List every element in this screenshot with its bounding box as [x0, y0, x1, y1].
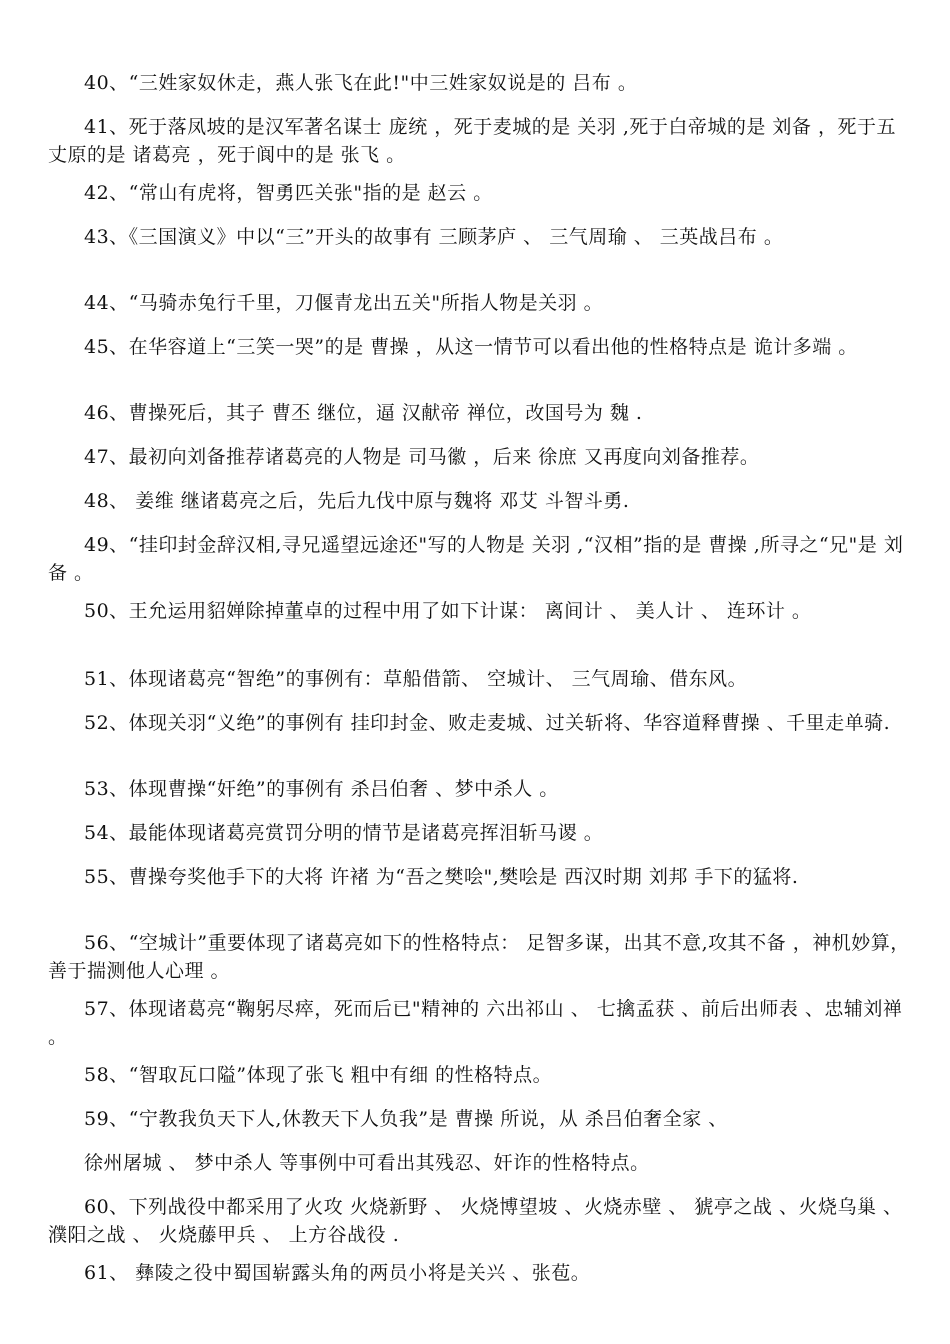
question-52: 52、体现关羽“义绝”的事例有 挂印封金、败走麦城、过关斩将、华容道释曹操 、千里走单骑.	[84, 712, 891, 734]
question-61: 61、 彝陵之役中蜀国崭露头角的两员小将是关兴 、张苞。	[84, 1262, 591, 1284]
question-54: 54、最能体现诸葛亮赏罚分明的情节是诸葛亮挥泪斩马谡 。	[84, 822, 604, 844]
question-47: 47、最初向刘备推荐诸葛亮的人物是 司马徽 ，后来 徐庶 又再度向刘备推荐。	[84, 446, 760, 468]
question-46: 46、曹操死后，其子 曹丕 继位，逼 汉献帝 禅位，改国号为 魏 .	[84, 402, 643, 424]
question-40: 40、“三姓家奴休走，燕人张飞在此!"中三姓家奴说是的 吕布 。	[84, 72, 638, 94]
question-49: 49、“挂印封金辞汉相,寻兄遥望远途还"写的人物是 关羽 ,“汉相”指的是 曹操 ,所寻之“兄"是 刘备 。	[48, 534, 904, 584]
question-60: 60、下列战役中都采用了火攻 火烧新野 、 火烧博望坡 、火烧赤壁 、 猇亭之战 、火烧乌巢 、 濮阳之战 、 火烧藤甲兵 、 上方谷战役 .	[48, 1196, 903, 1246]
question-41: 41、死于落凤坡的是汉军著名谋士 庞统 ，死于麦城的是 关羽 ,死于白帝城的是 刘备 ，死于五丈原的是 诸葛亮 ，死于阆中的是 张飞 。	[48, 116, 896, 166]
question-42: 42、“常山有虎将，智勇匹关张"指的是 赵云 。	[84, 182, 493, 204]
question-53: 53、体现曹操“奸绝”的事例有 杀吕伯奢 、梦中杀人 。	[84, 778, 559, 800]
question-48: 48、 姜维 继诸葛亮之后，先后九伐中原与魏将 邓艾 斗智斗勇.	[84, 490, 630, 512]
question-51: 51、体现诸葛亮“智绝”的事例有：草船借箭、 空城计、 三气周瑜、借东风。	[84, 668, 748, 690]
question-45: 45、在华容道上“三笑一哭”的是 曹操 ，从这一情节可以看出他的性格特点是 诡计多端 。	[84, 336, 858, 358]
question-56: 56、“空城计”重要体现了诸葛亮如下的性格特点： 足智多谋，出其不意,攻其不备 ，神机妙算，善于揣测他人心理 。	[48, 932, 910, 982]
question-44: 44、“马骑赤兔行千里，刀偃青龙出五关"所指人物是关羽 。	[84, 292, 604, 314]
question-50: 50、王允运用貂婵除掉董卓的过程中用了如下计谋： 离间计 、 美人计 、 连环计 。	[84, 600, 812, 622]
question-57: 57、体现诸葛亮“鞠躬尽瘁，死而后已"精神的 六出祁山 、 七擒孟获 、前后出师表 、忠辅刘禅 。	[48, 998, 903, 1048]
question-55: 55、曹操夸奖他手下的大将 许褚 为“吾之樊哙",樊哙是 西汉时期 刘邦 手下的猛将.	[84, 866, 799, 888]
question-58: 58、“智取瓦口隘”体现了张飞 粗中有细 的性格特点。	[84, 1064, 553, 1086]
question-43: 43、《三国演义》中以“三”开头的故事有 三顾茅庐 、 三气周瑜 、 三英战吕布 。	[84, 226, 784, 248]
question-59: 59、“宁教我负天下人,休教天下人负我”是 曹操 所说，从 杀吕伯奢全家 、	[84, 1108, 728, 1130]
question-59-continued: 徐州屠城 、 梦中杀人 等事例中可看出其残忍、奸诈的性格特点。	[84, 1152, 650, 1174]
